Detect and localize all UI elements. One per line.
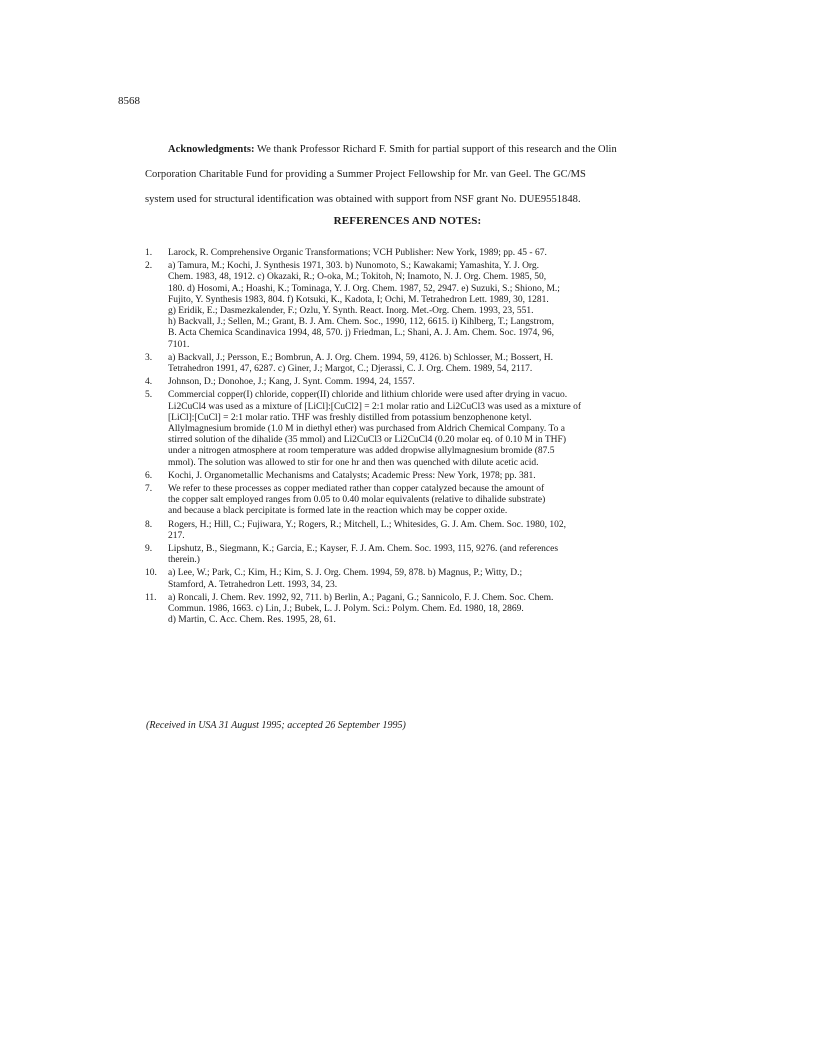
reference-number: 3. [145, 352, 153, 363]
reference-line: [LiCl]:[CuCl] = 2:1 molar ratio. THF was freshly distilled from potassium benzophenone ketyl. [168, 412, 532, 423]
reference-line: a) Roncali, J. Chem. Rev. 1992, 92, 711. b) Berlin, A.; Pagani, G.; Sannicolo, F. J. Chem. Soc. Chem. [168, 592, 554, 603]
reference-line: Fujito, Y. Synthesis 1983, 804. f) Kotsuki, K., Kadota, I; Ochi, M. Tetrahedron Lett. 1989, 30, 1281. [168, 294, 549, 305]
received-date: (Received in USA 31 August 1995; accepted 26 September 1995) [146, 720, 406, 731]
reference-line: stirred solution of the dihalide (35 mmol) and Li2CuCl3 or Li2CuCl4 (0.20 molar eq. of 0.10 M in THF) [168, 435, 566, 446]
acknowledgments-heading: Acknowledgments: [168, 144, 255, 155]
reference-line: Tetrahedron 1991, 47, 6287. c) Giner, J.; Margot, C.; Djerassi, C. J. Org. Chem. 1989, 54, 2117. [168, 364, 533, 375]
reference-line: Li2CuCl4 was used as a mixture of [LiCl]:[CuCl2] = 2:1 molar ratio and Li2CuCl3 was used as a mixture of [168, 401, 581, 412]
acknowledgments-line: Corporation Charitable Fund for providing a Summer Project Fellowship for Mr. van Geel. The GC/MS [145, 169, 586, 180]
reference-item [140, 248, 690, 259]
reference-line: B. Acta Chemica Scandinavica 1994, 48, 570. j) Friedman, L.; Shani, A. J. Am. Chem. Soc. 1974, 96, [168, 328, 555, 339]
reference-number: 10. [145, 568, 157, 579]
reference-number: 1. [145, 248, 153, 258]
reference-number: 5. [145, 390, 153, 401]
reference-line: g) Eridik, E.; Dasmezkalender, F.; Ozlu, Y. Synth. React. Inorg. Met.-Org. Chem. 1993, 23, 551. [168, 306, 534, 317]
reference-line: 7101. [168, 339, 190, 350]
reference-line: a) Tamura, M.; Kochi, J. Synthesis 1971, 303. b) Nunomoto, S.; Kawakami; Yamashita, Y. J. Org. [168, 261, 540, 272]
acknowledgments-line [145, 137, 685, 162]
reference-line: under a nitrogen atmosphere at room temperature was added dropwise allylmagnesium bromide (87.5 [168, 446, 555, 457]
reference-line: Chem. 1983, 48, 1912. c) Okazaki, R.; O-oka, M.; Tokitoh, N; Inamoto, N. J. Org. Chem. 1985, 50, [168, 272, 547, 283]
reference-item [140, 377, 690, 388]
page-number: 8568 [118, 95, 140, 107]
reference-number: 4. [145, 377, 153, 388]
reference-item [140, 484, 690, 518]
acknowledgments-text: We thank Professor Richard F. Smith for partial support of this research and the Olin [254, 144, 617, 155]
reference-item [140, 520, 690, 542]
reference-line: a) Lee, W.; Park, C.; Kim, H.; Kim, S. J. Org. Chem. 1994, 59, 878. b) Magnus, P.; Witty, D.; [168, 568, 523, 579]
acknowledgments [145, 137, 685, 212]
reference-number: 2. [145, 261, 153, 272]
reference-number: 6. [145, 470, 153, 481]
reference-line: h) Backvall, J.; Sellen, M.; Grant, B. J. Am. Chem. Soc., 1990, 112, 6615. i) Kihlberg, T.; Langstrom, [168, 317, 554, 328]
reference-item [140, 593, 690, 627]
reference-line: a) Backvall, J.; Persson, E.; Bombrun, A. J. Org. Chem. 1994, 59, 4126. b) Schlosser, M.; Bossert, H. [168, 352, 553, 363]
reference-line: Lipshutz, B., Siegmann, K.; Garcia, E.; Kayser, F. J. Am. Chem. Soc. 1993, 115, 9276. (and references [168, 544, 559, 555]
reference-item [140, 261, 690, 351]
reference-line: Larock, R. Comprehensive Organic Transformations; VCH Publisher: New York, 1989; pp. 45 - 67. [168, 248, 547, 258]
reference-line: We refer to these processes as copper mediated rather than copper catalyzed because the amount of [168, 484, 545, 495]
acknowledgments-line: system used for structural identification was obtained with support from NSF grant No. DUE9551848. [145, 194, 581, 205]
reference-line: Stamford, A. Tetrahedron Lett. 1993, 34, 23. [168, 579, 338, 590]
reference-item [140, 353, 690, 375]
reference-line: mmol). The solution was allowed to stir for one hr and then was quenched with dilute acetic acid. [168, 457, 539, 468]
reference-line: Allylmagnesium bromide (1.0 M in diethyl ether) was purchased from Aldrich Chemical Company. To a [168, 424, 565, 435]
reference-line: therein.) [168, 555, 200, 566]
reference-line: Commun. 1986, 1663. c) Lin, J.; Bubek, L. J. Polym. Sci.: Polym. Chem. Ed. 1980, 18, 2869. [168, 604, 524, 615]
reference-line: Commercial copper(I) chloride, copper(II) chloride and lithium chloride were used after drying in vacuo. [168, 390, 568, 401]
reference-number: 11. [145, 592, 157, 603]
reference-line: Rogers, H.; Hill, C.; Fujiwara, Y.; Rogers, R.; Mitchell, L.; Whitesides, G. J. Am. Chem. Soc. 1980, 102, [168, 519, 567, 530]
reference-item [140, 471, 690, 482]
reference-line: Johnson, D.; Donohoe, J.; Kang, J. Synt. Comm. 1994, 24, 1557. [168, 377, 415, 388]
reference-item [140, 568, 690, 590]
reference-item [140, 390, 690, 468]
reference-line: d) Martin, C. Acc. Chem. Res. 1995, 28, 61. [168, 615, 336, 626]
reference-line: the copper salt employed ranges from 0.05 to 0.40 molar equivalents (relative to dihalide substrate) [168, 495, 546, 506]
references-list [140, 248, 690, 629]
reference-line: 180. d) Hosomi, A.; Hoashi, K.; Tominaga, Y. J. Org. Chem. 1987, 52, 2947. e) Suzuki, S.; Shiono, M.; [168, 283, 560, 294]
reference-line: 217. [168, 530, 185, 541]
reference-number: 9. [145, 544, 153, 555]
reference-line: and because a black percipitate is formed late in the reaction which may be copper oxide. [168, 506, 508, 517]
reference-number: 8. [145, 519, 153, 530]
reference-item [140, 544, 690, 566]
references-heading: REFERENCES AND NOTES: [333, 215, 482, 227]
reference-line: Kochi, J. Organometallic Mechanisms and Catalysts; Academic Press: New York, 1978; pp. 381. [168, 470, 536, 481]
reference-number: 7. [145, 484, 153, 495]
